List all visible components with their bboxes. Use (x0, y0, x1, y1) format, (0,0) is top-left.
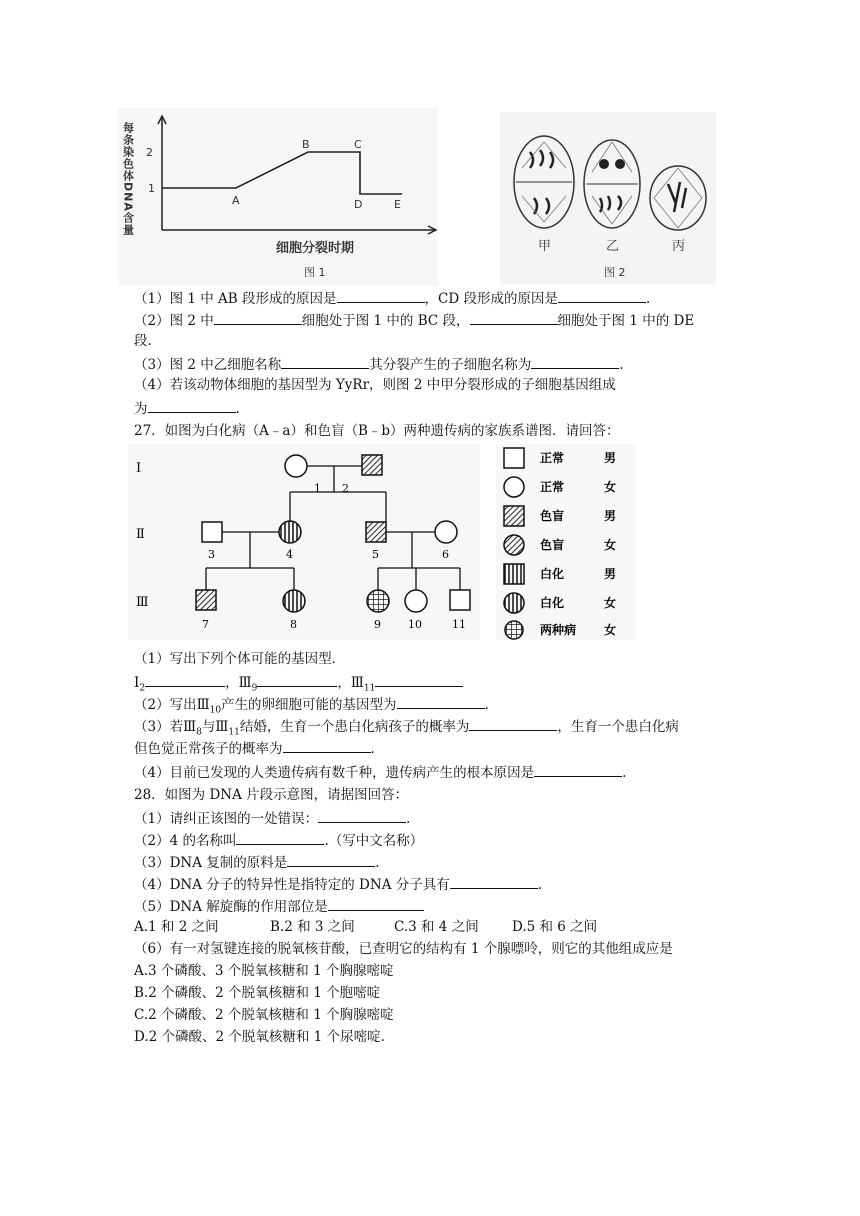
y-axis-label: 每条染色体DNA含量 (121, 122, 135, 236)
q26-3-text-a: （3）图 2 中乙细胞名称 (134, 357, 282, 373)
num-5: 5 (372, 548, 379, 561)
q26-1-text-c: . (645, 291, 651, 307)
figure-1-chart (118, 108, 438, 286)
q28-title (134, 786, 408, 804)
q28-4-text-b: . (537, 877, 543, 893)
q28-option-6a[interactable] (134, 962, 393, 980)
q27-line-5 (134, 738, 375, 758)
q26-line-4b (134, 398, 240, 418)
point-e: E (394, 198, 401, 211)
q28-line-3 (134, 852, 380, 872)
q26-line-1 (134, 288, 650, 308)
point-d: D (354, 198, 363, 211)
num-8: 8 (290, 618, 297, 631)
option-5-c[interactable]: C.3 和 4 之间 (394, 919, 479, 935)
answer-blank[interactable] (214, 310, 302, 325)
generation-label-2: Ⅱ (136, 527, 145, 542)
pedigree-chart (128, 444, 480, 640)
option-6-d[interactable]: D.2 个磷酸、2 个脱氧核糖和 1 个尿嘧啶. (134, 1029, 385, 1045)
num-1: 1 (314, 482, 321, 495)
q27-title (134, 422, 620, 440)
answer-blank[interactable] (470, 310, 558, 325)
q27-6-text-b: . (622, 765, 627, 781)
q27-1-text: （1）写出下列个体可能的基因型． (134, 651, 346, 667)
answer-blank[interactable] (145, 672, 225, 687)
individual-II-6 (435, 521, 457, 543)
q27-6-text-a: （4）目前已发现的人类遗传病有数千种，遗传病产生的根本原因是 (134, 765, 535, 781)
num-6: 6 (442, 548, 449, 561)
option-5-b[interactable]: B.2 和 3 之间 (270, 919, 355, 935)
answer-blank[interactable] (531, 354, 619, 369)
q27-4-sub11: 11 (228, 727, 240, 738)
point-b: B (302, 138, 310, 151)
q27-2-i: Ⅰ (134, 675, 140, 691)
legend-label-1: 正常 (540, 451, 565, 465)
option-6-a[interactable]: A.3 个磷酸、3 个脱氧核糖和 1 个胸腺嘧啶 (134, 963, 394, 979)
generation-label-3: Ⅲ (136, 595, 149, 610)
q28-line-1 (134, 808, 410, 828)
answer-blank[interactable] (287, 852, 375, 867)
answer-blank[interactable] (469, 716, 557, 731)
answer-blank[interactable] (558, 288, 646, 303)
legend-label-5: 白化 (540, 567, 565, 581)
q26-line-2b (134, 332, 152, 350)
individual-I-1 (285, 455, 307, 477)
option-6-b[interactable]: B.2 个磷酸、2 个脱氧核糖和 1 个胞嘧啶 (134, 985, 381, 1001)
q28-line-4 (134, 874, 542, 894)
answer-blank[interactable] (375, 672, 463, 687)
q28-option-6d[interactable] (134, 1028, 385, 1046)
num-3: 3 (208, 548, 215, 561)
legend-sex-4: 女 (604, 538, 617, 552)
q28-line-6 (134, 940, 673, 958)
q28-2-text-b: .（写中文名称） (324, 833, 424, 849)
q26-4-text-b: 为 (134, 401, 148, 417)
q28-3-text-b: . (375, 855, 380, 871)
q27-4-text-b: 与Ⅲ (201, 719, 229, 735)
legend-label-7: 两种病 (540, 623, 577, 637)
num-10: 10 (408, 618, 422, 631)
pedigree-legend (496, 444, 636, 640)
answer-blank[interactable] (397, 694, 485, 709)
generation-label-1: Ⅰ (136, 461, 142, 476)
q28-option-6b[interactable] (134, 984, 380, 1002)
q27-4-text-c: 结婚，生育一个患白化病孩子的概率为 (239, 719, 470, 735)
individual-III-9 (367, 590, 389, 612)
q27-3-text-a: （2）写出Ⅲ (134, 697, 210, 713)
answer-blank[interactable] (236, 830, 324, 845)
q28-2-text-a: （2）4 的名称叫 (134, 833, 237, 849)
figure-1-caption: 图 1 (304, 266, 326, 279)
q27-2-iii9: ，Ⅲ (225, 675, 252, 691)
option-5-d[interactable]: D.5 和 6 之间 (512, 919, 598, 935)
individual-II-3 (202, 522, 222, 542)
q28-line-5 (134, 896, 424, 916)
q27-3-text-b: 产生的卵细胞可能的基因型为 (221, 697, 397, 713)
y-tick-2: 2 (146, 146, 153, 159)
legend-label-6: 白化 (540, 596, 565, 610)
q27-2-iii11: ，Ⅲ (337, 675, 364, 691)
individual-III-7 (196, 590, 216, 610)
q26-2-text-b: 细胞处于图 1 中的 BC 段， (301, 313, 470, 329)
answer-blank[interactable] (337, 288, 425, 303)
q27-2-iii9-sub: 9 (251, 683, 258, 694)
legend-label-3: 色盲 (540, 509, 565, 523)
q26-line-3 (134, 354, 624, 374)
point-a: A (232, 194, 240, 207)
q27-line-1 (134, 650, 345, 668)
individual-III-10 (405, 590, 427, 612)
q28-1-text-a: （1）请纠正该图的一处错误： (134, 811, 319, 827)
individual-II-5 (366, 522, 386, 542)
q27-4-text-d: ，生育一个患白化病 (557, 719, 679, 735)
legend-sex-1: 男 (604, 451, 617, 465)
legend-sex-6: 女 (604, 596, 617, 610)
q27-line-6 (134, 762, 626, 782)
answer-blank[interactable] (534, 762, 622, 777)
q26-1-text-b: ，CD 段形成的原因是 (424, 291, 558, 307)
answer-blank[interactable] (281, 354, 369, 369)
q27-2-i-sub: 2 (139, 683, 146, 694)
q28-options-5 (134, 918, 597, 936)
answer-blank[interactable] (283, 738, 371, 753)
q26-2-text-a: （2）图 2 中 (134, 313, 214, 329)
q27-2-iii11-sub: 11 (363, 683, 376, 694)
q26-3-text-c: . (619, 357, 624, 373)
individual-III-11 (450, 590, 470, 610)
q26-3-text-b: 其分裂产生的子细胞名称为 (369, 357, 532, 373)
q27-4-text-a: （3）若Ⅲ (134, 719, 197, 735)
individual-I-2 (362, 455, 382, 475)
figure-2-cells (500, 112, 716, 284)
option-5-a[interactable]: A.1 和 2 之间 (134, 919, 219, 935)
individual-II-4 (279, 521, 301, 543)
legend-sex-2: 女 (604, 480, 617, 494)
q27-3-sub: 10 (209, 705, 222, 716)
answer-blank[interactable] (318, 808, 406, 823)
q28-4-text-a: （4）DNA 分子的特异性是指特定的 DNA 分子具有 (134, 877, 450, 893)
q26-4-text-a: （4）若该动物体细胞的基因型为 YyRr，则图 2 中甲分裂形成的子细胞基因组成 (134, 377, 616, 393)
legend-sex-5: 男 (604, 567, 617, 581)
q26-line-2 (134, 310, 694, 330)
legend-label-2: 正常 (540, 480, 565, 494)
q28-title-text: 28．如图为 DNA 片段示意图，请据图回答： (134, 787, 409, 803)
num-4: 4 (286, 548, 293, 561)
individual-III-8 (283, 590, 305, 612)
num-7: 7 (202, 618, 209, 631)
q26-line-4 (134, 376, 616, 394)
point-c: C (354, 138, 362, 151)
legend-sex-3: 男 (604, 509, 617, 523)
x-axis-label: 细胞分裂时期 (276, 241, 355, 256)
q27-4-sub8: 8 (196, 727, 202, 738)
label-jia: 甲 (538, 239, 552, 254)
legend-label-4: 色盲 (540, 538, 565, 552)
num-9: 9 (374, 618, 381, 631)
q28-3-text-a: （3）DNA 复制的原料是 (134, 855, 288, 871)
num-11: 11 (452, 618, 466, 631)
answer-blank[interactable] (148, 398, 236, 413)
option-6-c[interactable]: C.2 个磷酸、2 个脱氧核糖和 1 个胸腺嘧啶 (134, 1007, 394, 1023)
label-yi: 乙 (606, 239, 620, 254)
q26-2-text-d: 段. (134, 333, 152, 349)
answer-blank[interactable] (328, 896, 424, 911)
answer-blank[interactable] (450, 874, 538, 889)
answer-blank[interactable] (257, 672, 337, 687)
q27-5-text-a: 但色觉正常孩子的概率为 (134, 741, 283, 757)
q27-5-text-b: . (370, 741, 375, 757)
label-bing: 丙 (672, 239, 686, 254)
q28-6-text: （6）有一对氢键连接的脱氧核苷酸，已查明它的结构有 1 个腺嘌呤，则它的其他组成应是 (134, 941, 673, 957)
q27-3-text-c: . (484, 697, 489, 713)
legend-sex-7: 女 (604, 623, 617, 637)
figure-2-caption: 图 2 (604, 266, 626, 279)
q28-5-text-a: （5）DNA 解旋酶的作用部位是 (134, 899, 328, 915)
q28-line-2 (134, 830, 423, 850)
q26-2-text-c: 细胞处于图 1 中的 DE (557, 313, 695, 329)
q26-1-text-a: （1）图 1 中 AB 段形成的原因是 (134, 291, 337, 307)
y-tick-1: 1 (148, 182, 155, 195)
q27-title-text: 27．如图为白化病（A﹣a）和色盲（B﹣b）两种遗传病的家族系谱图．请回答： (134, 423, 620, 439)
q28-option-6c[interactable] (134, 1006, 394, 1024)
q26-4-text-c: . (235, 401, 240, 417)
q28-1-text-b: . (406, 811, 411, 827)
num-2: 2 (342, 482, 349, 495)
